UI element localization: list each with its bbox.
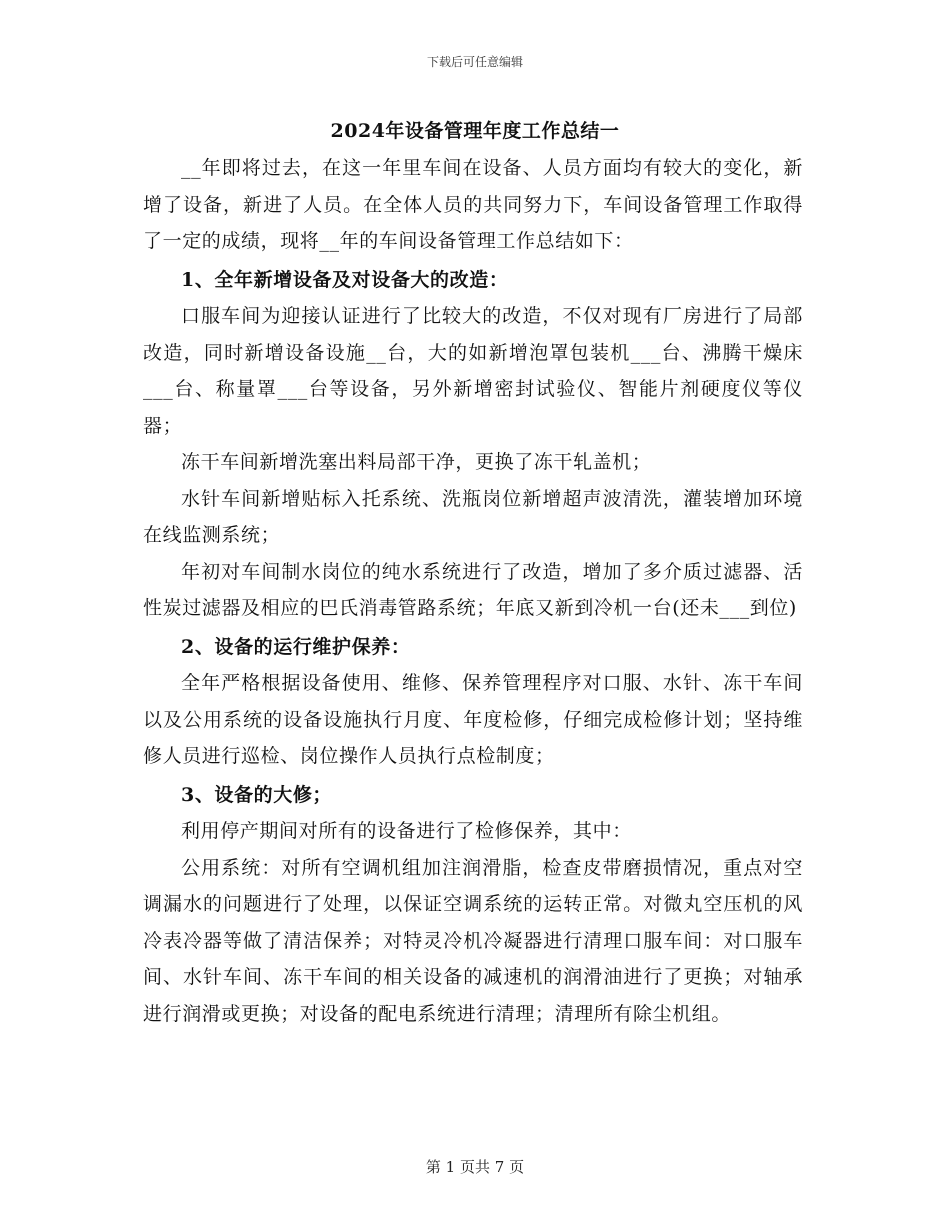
section-heading-2: 2、设备的运行维护保养： (181, 635, 411, 658)
body-paragraph: 利用停产期间对所有的设备进行了检修保养，其中： (181, 820, 632, 842)
body-paragraph: 全年严格根据设备使用、维修、保养管理程序对口服、水针、冻干车间以及公用系统的设备设施执行月度、年度检修，仔细完成检修计划；坚持维修人员进行巡检、岗位操作人员执行点检制度； (143, 672, 803, 767)
body-paragraph: 年初对车间制水岗位的纯水系统进行了改造，增加了多介质过滤器、活性炭过滤器及相应的巴氏消毒管路系统；年底又新到冷机一台(还未___到位) (143, 560, 803, 619)
body-paragraph: 公用系统：对所有空调机组加注润滑脂，检查皮带磨损情况，重点对空调漏水的问题进行了处理，以保证空调系统的运转正常。对微丸空压机的风冷表冷器等做了清洁保养；对特灵冷机冷凝器进行清理口服车间：对口服车间、水针车间、冻干车间的相关设备的减速机的润滑油进行了更换；对轴承进行润滑或更换；对设备的配电系统进行清理；清理所有除尘机组。 (143, 856, 803, 1025)
page-footer: 第 1 页共 7 页 (425, 1158, 525, 1176)
section-heading-3: 3、设备的大修； (181, 783, 333, 806)
intro-paragraph: __年即将过去，在这一年里车间在设备、人员方面均有较大的变化，新增了设备，新进了人员。在全体人员的共同努力下，车间设备管理工作取得了一定的成绩，现将__年的车间设备管理工作总结如下： (143, 157, 803, 252)
section-heading-1: 1、全年新增设备及对设备大的改造： (181, 268, 509, 291)
body-paragraph: 冻干车间新增洗塞出料局部干净，更换了冻干轧盖机； (181, 451, 652, 473)
body-paragraph: 水针车间新增贴标入托系统、洗瓶岗位新增超声波清洗，灌装增加环境在线监测系统； (143, 487, 803, 546)
document-body (143, 150, 803, 1032)
document-title: 2024年设备管理年度工作总结一 (330, 120, 620, 142)
body-paragraph: 口服车间为迎接认证进行了比较大的改造，不仅对现有厂房进行了局部改造，同时新增设备设施__台，大的如新增泡罩包装机___台、沸腾干燥床___台、称量罩___台等设备，另外新增密封试验仪、智能片剂硬度仪等仪器； (143, 305, 803, 437)
header-note: 下载后可任意编辑 (426, 55, 523, 69)
